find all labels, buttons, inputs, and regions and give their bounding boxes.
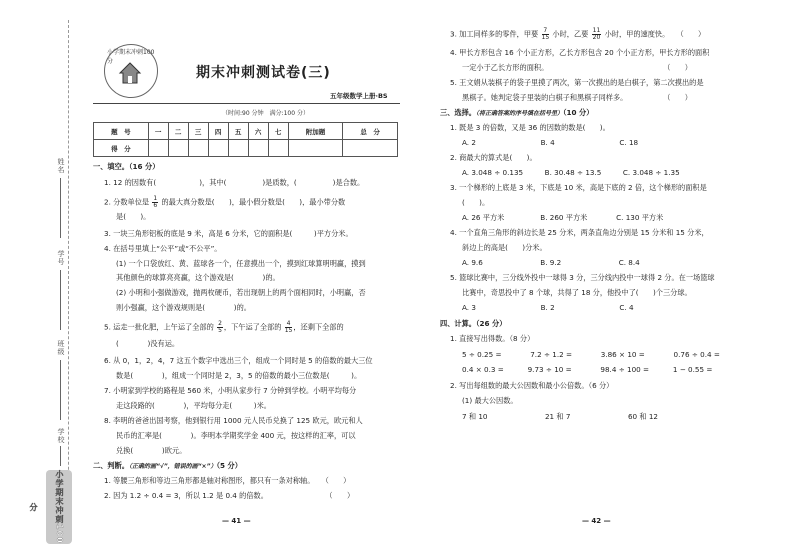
question-line: 黑棋子。她判定袋子里装的白棋子和黑棋子同样多。 （ ） [462,93,692,102]
spine-label-class: 班级 [57,340,65,356]
section-heading: 三、选择。（将正确答案的序号填在括号里）（10 分） [440,108,594,117]
fraction: $\frac{2}{5}$ [218,320,222,334]
question-line: 2. 写出每组数的最大公因数和最小公倍数。（6 分） [450,381,614,390]
question-line: 则小强赢，这个游戏规则是( )的。 [116,303,251,312]
question-line: 5 ÷ 0.25 = 7.2 ÷ 1.2 = 3.86 × 10 = 0.76 ÷ 0.4 = [462,350,720,359]
question-line: 其他颜色的球算亮亮赢，这个游戏是( )的。 [116,273,280,282]
score-cell[interactable] [148,140,168,157]
question-line: A. 9.6 B. 9.2 C. 8.4 [462,258,640,267]
spine-line-class [60,360,61,420]
score-cell[interactable] [288,140,343,157]
question-line: 5. 运走一批化肥，上午运了全部的 $\frac{2}{5}$ ，下午运了全部的 $\frac{4}{15}$ ，还剩下全部的 [104,320,344,334]
score-header-cell: 四 [208,123,228,140]
house-icon [118,61,142,85]
score-table-header-row [94,123,398,140]
fraction: $\frac{4}{15}$ [284,320,293,334]
score-cell[interactable] [343,140,398,157]
score-header-cell: 五 [228,123,248,140]
question-line: 6. 从 0，1，2，4，7 这五个数字中选出三个，组成一个同时是 5 的倍数的最大三位 [104,356,373,365]
score-cell[interactable] [188,140,208,157]
question-line: 是( )。 [116,212,151,221]
question-line: 5. 篮球比赛中，三分线外投中一球得 3 分，三分线内投中一球得 2 分。在一场篮球 [450,273,715,282]
score-cell[interactable] [268,140,288,157]
instruction-hint: （将正确答案的序号填在括号里） [475,110,563,117]
score-header-cell: 七 [268,123,288,140]
question-line: 4. 甲长方形包含 16 个小正方形，乙长方形包含 20 个小正方形，甲长方形的面积 [450,48,710,57]
question-line: 斜边上的高是( )分米。 [462,243,547,252]
question-line: 走这段路的( )，平均每分走( )米。 [116,401,271,410]
page-number-left: — 41 — [222,517,251,525]
question-line: 7. 小明家到学校的路程是 560 米，小明从家步行 7 分钟到学校。小明平均每分 [104,386,357,395]
question-line: 3. 一块三角形铝板的底是 9 米，高是 6 分米，它的面积是( )平方分米。 [104,229,353,238]
score-cell[interactable] [208,140,228,157]
question-line: 8. 李明的爸爸出国考察，他到银行用 1000 元人民币兑换了 125 欧元，欧元和人 [104,416,363,425]
score-header-cell: 六 [248,123,268,140]
fraction: $\frac{11}{20}$ [592,27,601,41]
question-line: 4. 一个直角三角形的斜边长是 25 分米，两条直角边分别是 15 分米和 15 分米， [450,228,709,237]
question-line: (2) 小明和小强做游戏，抛两枚硬币，若出现朝上的两个面相同时，小明赢，否 [116,288,366,297]
question-line: 数是( )，组成一个同时是 2，3，5 的倍数的最小三位数是( )。 [116,371,362,380]
score-header-cell: 附加题 [288,123,343,140]
section-heading: 二、判断。（正确的画“√”，错误的画“×”）（5 分） [93,461,242,470]
question-line: 3. 一个梯形的上底是 3 米，下底是 10 米，高是下底的 2 倍，这个梯形的面积是 [450,183,707,192]
question-line: 3. 加工同样多的零件，甲要 $\frac{7}{15}$ 小时，乙要 $\frac{11}{20}$ 小时，甲的速度快。 （ ） [450,27,706,41]
question-line: (1) 一个口袋放红、黄、蓝球各一个，任意摸出一个，摸到红球算明明赢，摸到 [116,259,366,268]
question-line: ( )没有运。 [116,339,180,348]
score-row-label: 得 分 [94,140,149,157]
brand-logo-vertical: 小学期末冲刺100分 [46,470,72,544]
score-header-cell: 一 [148,123,168,140]
instruction-hint: （正确的画“√”，错误的画“×”） [128,463,217,470]
question-line: A. 3 B. 2 C. 4 [462,303,634,312]
series-logo [104,44,158,98]
section-heading: 一、填空。（16 分） [93,162,160,171]
question-line: 2. 因为 1.2 ÷ 0.4 = 3，所以 1.2 是 0.4 的倍数。 （ ） [104,491,355,500]
fraction: $\frac{7}{15}$ [541,27,550,41]
question-line: 民币的汇率是( )。李明本学期奖学金 400 元，按这样的汇率，可以 [116,431,356,440]
question-line: 0.4 × 0.3 = 9.73 ÷ 10 = 98.4 ÷ 100 = 1 − 0.55 = [462,365,713,374]
score-table [93,122,398,157]
score-header-cell: 三 [188,123,208,140]
score-cell[interactable] [228,140,248,157]
header-rule [93,103,400,104]
fraction: $\frac{1}{6}$ [153,195,158,209]
score-cell[interactable] [168,140,188,157]
page-title: 期末冲刺测试卷(三) [196,65,331,81]
question-line: 2. 分数单位是 $\frac{1}{6}$ 的最大真分数是( )，最小假分数是( )，最小带分数 [104,195,346,209]
score-header-cell: 总 分 [343,123,398,140]
question-line: A. 2 B. 4 C. 18 [462,138,639,147]
question-line: 2. 商最大的算式是( )。 [450,153,537,162]
spine-line-name [60,178,61,238]
question-line: 4. 在括号里填上“公平”或“不公平”。 [104,244,222,253]
question-line: (1) 最大公因数。 [462,396,518,405]
spine-label-name: 姓名 [57,158,65,174]
spine-line-school [60,446,61,466]
spine-line-id [60,270,61,330]
binding-cut-line [68,20,69,540]
spine-label-id: 学号 [57,250,65,266]
question-line: 1. 直接写出得数。（8 分） [450,334,535,343]
question-line: 1. 既是 3 的倍数，又是 36 的因数的数是( )。 [450,123,610,132]
question-line: 兑换( )欧元。 [116,446,187,455]
question-line: 7 和 10 21 和 7 60 和 12 [462,412,659,421]
question-line: 一定小于乙长方形的面积。 （ ） [462,63,692,72]
binding-spine [0,0,88,560]
spine-label-school: 学校 [57,428,65,444]
page-number-right: — 42 — [582,517,611,525]
logo-arc-text: 小学期末冲刺100分 [107,49,155,65]
score-table-score-row [94,140,398,157]
question-line: 比赛中，奇思投中了 8 个球，共得了 18 分，他投中了( )个三分球。 [462,288,692,297]
subject-label: 五年级数学上册·BS [330,92,388,100]
question-line: 1. 12 的因数有( )，其中( )是质数，( )是合数。 [104,178,365,187]
question-line: ( )。 [462,198,490,207]
question-line: 5. 王文娟从装棋子的袋子里摸了两次，第一次摸出的是白棋子，第二次摸出的是 [450,78,704,87]
score-header-cell: 题 号 [94,123,149,140]
section-heading: 四、计算。（26 分） [440,319,507,328]
question-line: A. 3.048 ÷ 0.135 B. 30.48 ÷ 13.5 C. 3.048 ÷ 1.35 [462,168,680,177]
time-info: （时间:90 分钟 满分:100 分） [222,110,309,117]
score-header-cell: 二 [168,123,188,140]
question-line: A. 26 平方米 B. 260 平方米 C. 130 平方米 [462,213,664,222]
right-page [400,0,800,560]
question-line: 1. 等腰三角形和等边三角形都是轴对称图形，都只有一条对称轴。 （ ） [104,476,351,485]
score-cell[interactable] [248,140,268,157]
